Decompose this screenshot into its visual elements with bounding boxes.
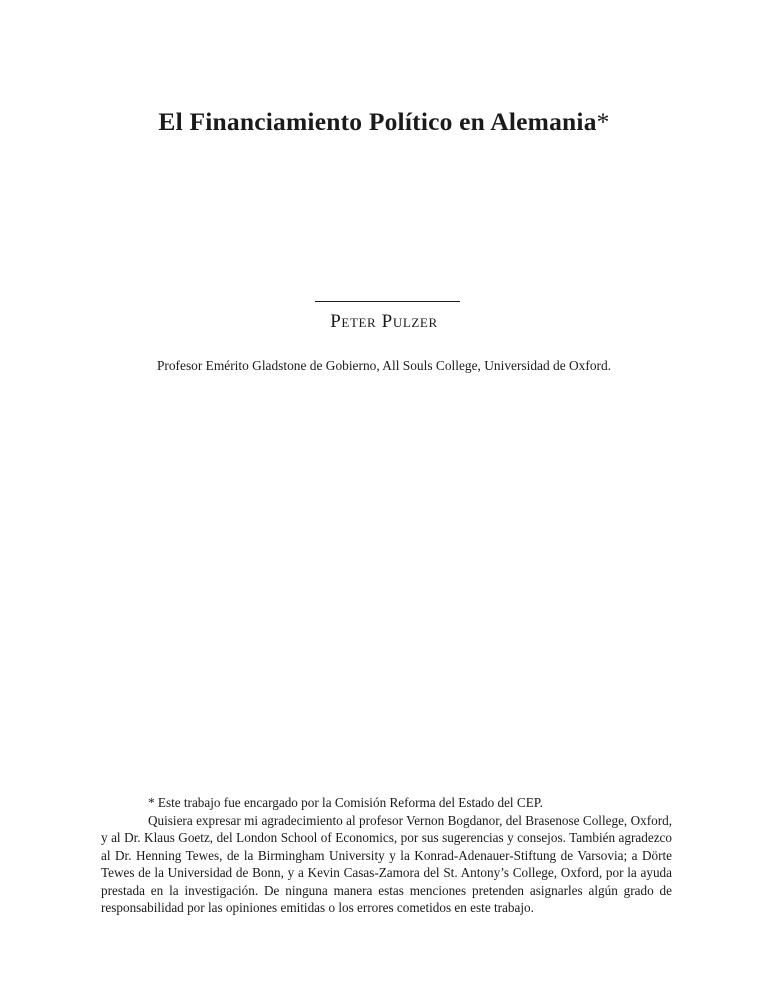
page-title xyxy=(0,107,768,137)
footnote-marker: * xyxy=(596,107,610,137)
author-affiliation: Profesor Emérito Gladstone de Gobierno, All Souls College, Universidad de Oxford. xyxy=(156,358,612,373)
footnote xyxy=(101,794,672,917)
author-name: Peter Pulzer xyxy=(330,311,438,332)
title-text: El Financiamiento Político en Alemania xyxy=(158,107,597,137)
footnote-note: * Este trabajo fue encargado por la Comisión Reforma del Estado del CEP. xyxy=(148,795,543,810)
author-separator-rule xyxy=(315,301,460,302)
footnote-acknowledgements: Quisiera expresar mi agradecimiento al profesor Vernon Bogdanor, del Brasenose College, Oxford, y al Dr. Klaus Goetz, del London School of Economics, por sus sugerencias y consejos. También agradezco al Dr. Henning Tewes, de la Birmingham University y la Konrad-Adenauer-Stiftung de Varsovia; a Dörte Tewes de la Universidad de Bonn, y a Kevin Casas-Zamora del St. Antony’s College, Oxford, por la ayuda prestada en la investigación. De ninguna manera estas menciones pretenden asignarles algún grado de responsabilidad por las opiniones emitidas o los errores cometidos en este trabajo. xyxy=(101,812,672,915)
